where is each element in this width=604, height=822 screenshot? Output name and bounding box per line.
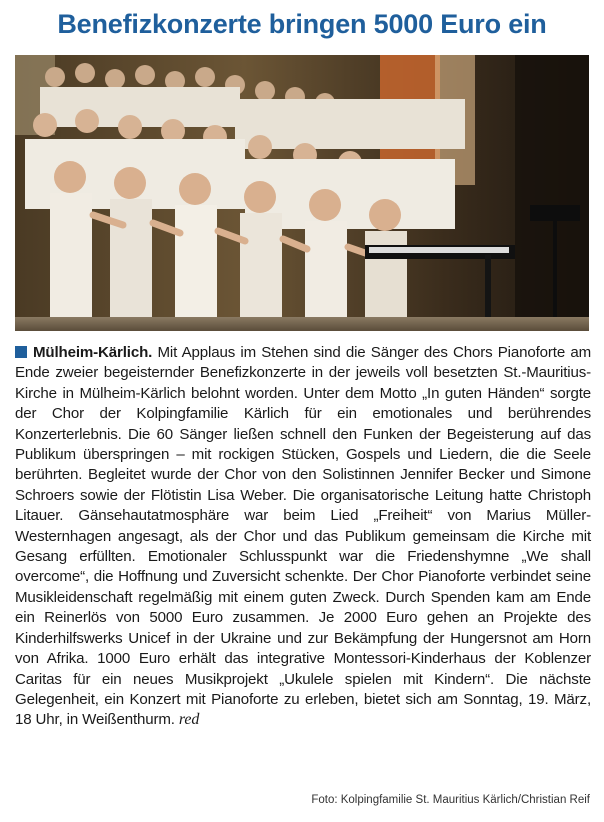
headline: Benefizkonzerte bringen 5000 Euro ein bbox=[57, 9, 547, 39]
photo-credit: Foto: Kolpingfamilie St. Mauritius Kärlich/Christian Reif bbox=[311, 794, 590, 806]
choir-photo-icon bbox=[15, 55, 589, 331]
article-dateline: Mülheim-Kärlich. bbox=[33, 344, 153, 361]
article-body bbox=[15, 343, 591, 731]
article-text: Mit Applaus im Stehen sind die Sänger des Chors Pianoforte am Ende zweier begeisternder Benefizkonzerte in der jeweils voll besetzten St.-Mauritius-Kirche in Mülheim-Kärlich belohnt worden. Unter dem Motto „In guten Händen“ sorgte der Chor der Kolpingfamilie Kärlich für ein emotionales und berührendes Konzerterlebnis. Die 60 Sänger ließen schnell den Funken der Begeisterung auf das Publikum überspringen – mit rockigen Stücken, Gospels und Liedern, die die Seele berührten. Begleitet wurde der Chor von den Solistinnen Jennifer Becker und Simone Schroers sowie der Flötistin Lisa Weber. Die organisatorische Leitung hatte Christoph Litauer. Gänsehautatmosphäre war beim Lied „Freiheit“ von Marius Müller-Westernhagen angesagt, als der Chor und das Publikum gemeinsam die Kirche mit Gesang erfüllten. Emotionaler Schlusspunkt war die Friedenshymne „We shall overcome“, die Hoffnung und Zuversicht schenkte. Der Chor Pianoforte verbindet seine Musikleidenschaft regelmäßig mit einem guten Zweck. Durch Spenden kam am Ende ein Reinerlös von 5000 Euro zusammen. Je 2000 Euro gehen an Projekte des Kinderhilfswerks Unicef in der Ukraine und zur Bekämpfung der Hungersnot am Horn von Afrika. 1000 Euro erhält das integrative Montessori-Kinderhaus der Koblenzer Caritas für ein neues Musikprojekt „Ukulele spielen mit Kindern“. Die nächste Gelegenheit, ein Konzert mit Pianoforte zu erleben, bietet sich am Sonntag, 19. März, 18 Uhr, in Weißenthurm. bbox=[15, 344, 592, 729]
article-signature: red bbox=[178, 711, 200, 729]
article-bullet-icon bbox=[15, 346, 27, 358]
